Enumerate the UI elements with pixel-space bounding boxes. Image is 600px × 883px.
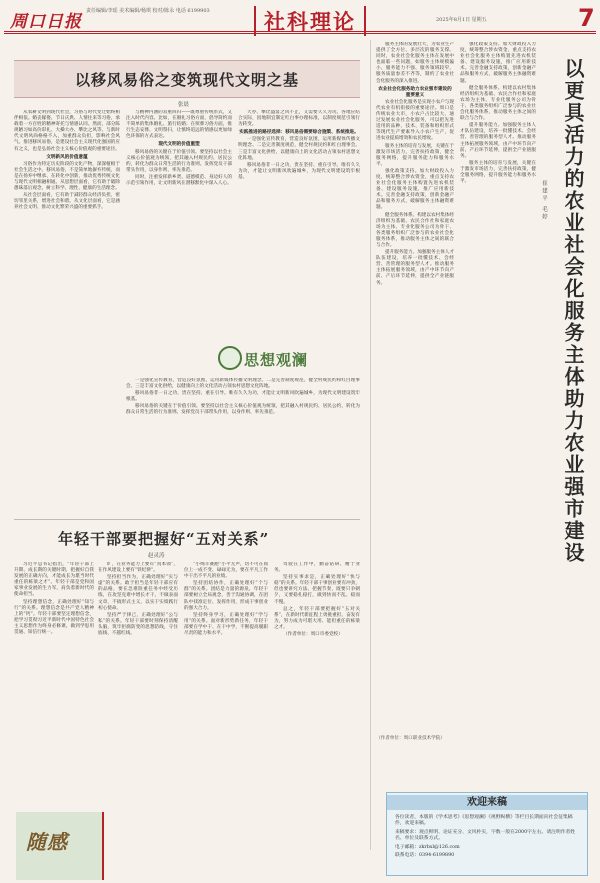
phone-text: 联系电话：0394-6199890 [395, 853, 455, 859]
paragraph: 移风易俗的关键在于价值引领。要坚持以社会主义核心价值观为统领，把其融入村规民约、居民公约，转化为群众日常生活的行为准则。发挥党员干部带头作用，以身作则、率先垂范。 [126, 149, 232, 173]
paragraph: 移风易俗非一日之功，贵在坚持、重在引导。唯有久久为功，才能让文明新风吹遍城乡，为现代文明建设筑牢根基。 [238, 162, 360, 180]
paragraph: 健全服务体系。构建以农村集体经济组织为基础、农民合作社和家庭农场为主体、专业化服务公司为骨干、各类服务组织广泛参与的农业社会化服务体系，推动服务主体之间的联合与合作。 [460, 85, 536, 122]
article2-column-3 [184, 562, 268, 878]
stamp-label: 思想观澜 [244, 351, 309, 369]
subheading: 现代文明的价值重塑 [158, 142, 200, 148]
paragraph: 同时，注重发挥新乡贤、道德模范、身边好人的示范引领作用，让文明新风在潜移默化中深入人心。 [126, 174, 232, 187]
article1-column-2 [126, 110, 232, 342]
paragraph: 旷，在业务能力上要有“真本领”，在作风建设上要有“铁纪律”。 [98, 562, 178, 574]
section-title: 社科理论 [254, 6, 366, 36]
column-logo-text: 随感 [26, 830, 68, 854]
call-for-submissions-body [395, 815, 581, 861]
call-for-submissions [386, 792, 588, 876]
article1-author: 张晨 [178, 102, 190, 108]
editor-info: 责任编辑/李瑶 美术编辑/杨琪 校对/陈永 电话 6199903 [86, 8, 210, 14]
article2-author: 赵灵涛 [148, 553, 165, 559]
newspaper-logo: 周口日报 [10, 12, 82, 32]
paragraph: 坚持理想信念，正确处理好“知与行”的关系。理想信念是共产党人精神上的“钙”。年轻干部要坚定理想信念，把学习贯彻习近平新时代中国特色社会主义思想作为终身必修课，做到学思用贯通、知信行统一。 [14, 599, 94, 636]
paragraph: 强化政策支持。加大财政投入力度，统筹整合涉农资金，重点支持农业社会化服务主体购置先进农机装备、建设服务设施，推广应用新技术。完善金融支持政策，创新金融产品和服务方式，破解服务主体融资难题。 [376, 168, 454, 211]
article2-title: 年轻干部要把握好“五对关系” [58, 530, 270, 548]
paragraph: 大办、攀比盛宴之风不止，又需要久久为功。各地应结合实际，因地制宜制定红白事办理标准，以制度规范引领行为转变。 [238, 110, 360, 128]
paragraph: 总之，年轻干部要把握好“五对关系”，在新时代新征程上勇挑重担、奋发有为，努力成为可堪大用、能担重任的栋梁之才。 [274, 606, 360, 630]
paragraph: 农业社会化服务是实现小农户与现代农业有机衔接的重要途径。周口是传统农业大市，小农户占比较大，通过发展农业社会化服务，可以把先进适用的品种、技术、装备和组织形式等现代生产要素导入小农户生产，促进农业提质增效和农民增收。 [376, 99, 454, 142]
subheading: 农业社会化服务助力农业强市建设的重要意义 [378, 86, 452, 98]
paragraph: 坚持团结协作，正确处理好“个与群”的关系。团结是力量的源泉，年轻干部要树立全局观念，善于沟通协调，在团队中找准定位、发挥作用，形成干事创业的强大合力。 [184, 581, 268, 611]
article2-column-1 [14, 562, 94, 807]
subheading: 文明新风的价值意蕴 [46, 154, 88, 160]
paragraph: 坚持实事求是，正确处理好“快与稳”的关系。年轻干部干事创业要有冲劲，但也要讲究方法、把握节奏，既要只争朝夕，又要稳扎稳打，做到快而不乱、稳而不慢。 [274, 575, 360, 605]
issue-date: 2025年8月1日 星期五 [436, 17, 487, 23]
paragraph: 坚持严于律己，正确处理好“公与私”的关系。年轻干部要时刻保持清醒头脑，筑牢拒腐防变的思想防线，守住底线、不越红线。 [98, 612, 178, 637]
column-divider [370, 40, 371, 850]
paragraph: 坚持终身学习，正确处理好“学与用”的关系。面对新形势新任务，年轻干部要在学中干、在干中学，不断提高履职尽责的能力和水平。 [184, 612, 268, 637]
paragraph: 提升服务能力。加强服务主体人才队伍建设，培养一批懂技术、会经营、善管理的服务型人才。推动服务主体拓展服务领域，由产中环节向产前、产后环节延伸，提供全产业链服务。 [376, 250, 454, 286]
notice-line: 来稿要求：观点鲜明、论证充分、文风朴实，字数一般在2000字左右。请注明作者姓名、单位及联系方式。 [395, 829, 576, 842]
paragraph: 与精神内涵的双重回归——既尊重传统形式，又注入时代内容。比如，在婚礼习俗方面，倡导简约而不简单的集体婚礼、旅行结婚；在殡葬习俗方面，推行生态安葬、文明祭扫，让慎终追远的情感以更加绿色环保的方式表达。 [126, 110, 232, 140]
notice-line: 各位读者，本版的《学术思考》《思想观澜》《视野纵横》等栏目长期面向社会征集稿件，欢迎来稿。 [395, 815, 573, 827]
paragraph: 习俗作为特定历史阶段的文化产物，深深植根于社会生活之中。移风易俗，不是简单地摒弃传统，而是在扬弃中继承、在转化中创新，推动优秀传统文化与现代文明相融相通。从思想层面看，它有助于破除愚昧落后观念，树立科学、理性、健康的生活理念。 [14, 161, 120, 192]
paragraph: （作者单位：周口市委党校） [283, 632, 343, 638]
paragraph: 一是强化宣传教育，营造良好氛围，运用新媒体传播文明理念。二是完善制度规范，健全村规民约和红白理事会。三是丰富文化供给，以健康向上的文化活动占领农村思想文化阵地。 [126, 378, 360, 390]
article1-column-1 [14, 110, 120, 512]
call-for-submissions-title: 欢迎来稿 [387, 795, 587, 810]
article3-column-2 [460, 42, 536, 732]
subheading: 实践推进的路径选择：移风易俗需要综合施策、系统推进。 [239, 130, 359, 136]
paragraph: 提升服务能力。加强服务主体人才队伍建设，培养一批懂技术、会经营、善管理的服务型人才。推动服务主体拓展服务领域，由产中环节向产前、产后环节延伸，提供全产业链服务。 [460, 123, 536, 159]
paragraph: “小绵羊赛跑”小平无声，切不可在岗位上一成不变、碌碌无为，要在平凡工作中干出不平凡的业绩。 [184, 562, 268, 580]
paragraph: 坚持担当作为，正确处理好“实与虚”的关系。敢于担当是年轻干部应有的品格，要在急难险重任务中经受历练，在攻坚克难中增长才干，不做表面文章，不搞形式主义，以实干实绩践行初心使命。 [98, 575, 178, 611]
stamp-emblem-icon [218, 346, 242, 370]
paragraph: 移风易俗的关键在于价值引领。要坚持以社会主义核心价值观为统领，把其融入村规民约、居民公约，转化为群众日常生活的行为准则。发挥党员干部带头作用，以身作则、率先垂范。 [126, 404, 360, 416]
paragraph: 服务主体的发展壮大，为农业生产提供了全方位、多层次的服务支撑。同时，农业社会化服务主体在发展中也面临一些问题，如服务主体规模偏小、服务能力不强、服务领域较窄、服务质量参差不齐等，制约了农业社会化服务的深入推进。 [376, 42, 454, 84]
article1-title: 以移风易俗之变筑现代文明之基 [74, 71, 299, 89]
column-logo [16, 812, 104, 880]
divider [14, 519, 360, 520]
paragraph: 驾驶在工作中，勤奋钻研、精于业务。 [274, 562, 360, 574]
paragraph: 移风易俗非一日之功，贵在坚持、重在引导。唯有久久为功，才能让文明新风吹遍城乡，为现代文明建设筑牢根基。 [126, 391, 360, 403]
paragraph: 一是强化宣传教育，营造良好氛围，运用新媒体传播文明理念。二是完善制度规范，健全村规民约和红白理事会。三是丰富文化供给，以健康向上的文化活动占领农村思想文化阵地。 [238, 137, 360, 161]
email-text: 电子邮箱：zkrbxl@126.com [395, 844, 460, 850]
article2-column-4 [274, 562, 360, 878]
paragraph: 健全服务体系。构建以农村集体经济组织为基础、农民合作社和家庭农场为主体、专业化服务公司为骨干、各类服务组织广泛参与的农业社会化服务体系，推动服务主体之间的联合与合作。 [376, 212, 454, 248]
article3-authors: 崔建平 毛婷 [541, 180, 547, 222]
article3-affiliation: （作者单位：周口职业技术学院） [376, 736, 445, 741]
paragraph: 从社会层面看，它有助于减轻群众经济负担，密切邻里关系，增进社会和谐。从文化层面看，它是涵养社会文明、推动文化繁荣兴盛的重要抓手。 [14, 193, 120, 211]
article1-column-3 [238, 110, 360, 342]
paragraph: 从农耕文明到现代社会，习俗与时代变迁始终相伴相依。婚丧嫁娶、节日庆典、人情往来等习俗，承载着一方百姓的精神寄托与情感认同。然而，部分陈规陋习如高价彩礼、大操大办、攀比之风等，与新时代文明风尚格格不入，加重群众负担，影响社会风气。推进移风易俗，是建设社会主义现代化强国的应有之义，也是弘扬社会主义核心价值观的重要途径。 [14, 110, 120, 152]
page-number: 7 [578, 4, 595, 32]
article1-column-4 [126, 378, 360, 512]
masthead [4, 4, 596, 34]
article3-title: 以更具活力的农业社会化服务主体助力农业强市建设 [561, 58, 585, 564]
paragraph: 服务主体的培育与发展，关键在于激发市场活力，完善扶持政策，健全服务网络，提升服务能力和服务水平。 [376, 143, 454, 167]
paragraph: 习近平总书记指出，“年轻干部上升期、成长期的关键时期，把握好自我发展的正确方向，才能成长为堪当时代重任的栋梁之才”。年轻干部是党和国家事业发展的生力军，肩负着新时代的使命担当。 [14, 562, 94, 598]
article3-column-1 [376, 42, 454, 732]
article2-column-2 [98, 562, 178, 878]
paragraph: 服务主体的培育与发展，关键在于激发市场活力，完善扶持政策，健全服务网络，提升服务能力和服务水平。 [460, 160, 536, 185]
column-stamp [218, 346, 324, 372]
article1-title-box [14, 60, 360, 98]
paragraph: 强化政策支持。加大财政投入力度，统筹整合涉农资金，重点支持农业社会化服务主体购置先进农机装备、建设服务设施，推广应用新技术。完善金融支持政策，创新金融产品和服务方式，破解服务主体融资难题。 [460, 42, 536, 84]
